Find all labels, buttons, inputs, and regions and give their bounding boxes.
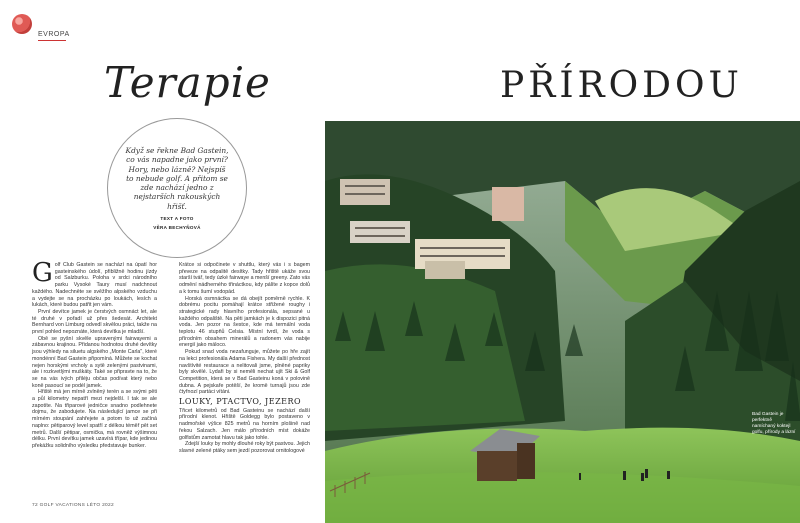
photo-caption: Bad Gastein je perfektně namíchaný koktejl golfu, přírody a lázní xyxy=(752,412,796,435)
page-footer: 72 GOLF VACATIONS LÉTO 2022 xyxy=(32,503,114,508)
paragraph: Hřiště má jen mírně zvlněný terén a se svými pěti a půl kilometry nepatří mezi nejdelší. I tak se ale zapotíte. Na třiparové jedničce snadno podlehnete dojmu, že zabodujete. Na následující jamce se při mírném stoupání zahřejete a potom to už začíná naplno: pětiparový level spatří z délkou téměř pět set metrů. Další pětipar, osmička, má rovněž výšimnou délku. První devítku jamek uzavírá třípar, kde jedinou překážku solidního výsledku představuje bunker. xyxy=(32,389,157,449)
drop-cap: G xyxy=(32,258,53,288)
paragraph: Pokud snad voda nezafunguje, můžete po hře zajít na lekci profesionála Adama Fishera. My další přednost navštívité restaurace a nelitovali jsme, plněné papriky byly skvělé. Lydaři by si neměli nechat ujít Ski & Golf Competition, která se v Bad Gasteinu koná v polovině dubna. A pejskaře potěší, že kromě turnajů jsou zde čtyřnozí partáci vítáni. xyxy=(179,349,310,396)
article-column-2 xyxy=(179,262,310,455)
intro-circle xyxy=(107,118,247,258)
intro-text: Když se řekne Bad Gastein, co vás napadne jako první? Hory, nebo lázně? Nejspíš to nebude golf. A přitom se zde nachází jedno z nejstarších rakouských hřišť. xyxy=(125,145,229,211)
credit-label: TEXT A FOTO xyxy=(160,216,194,222)
landscape-photo xyxy=(325,121,800,523)
section-label: EVROPA xyxy=(38,31,70,38)
paragraph: olf Club Gastein se nachází na úpatí hor gasteinského údolí, přibližně hodinu jízdy od Salzburku. Poloha v srdci národního parku Vysoké Taury musí nadchnout každého. Nadechněte se svěžího alpského vzduchu a vydejte se na procházku po loukách, lesích a lukách, které budou patřit jen vám. xyxy=(32,262,157,309)
headline-left: Terapie xyxy=(104,58,271,107)
paragraph: Horská osmnáctka se dá obejít poměrně rychle. K dobrému pocitu pomáhají krátce střižené roughy i strategické rady hlavního profesionála, sepsané u každého odpaliště. Na pěti jamkách je k dispozici pitná voda. Jen pozor na šestce, kde má termální voda teplotu 46 stupňů Celsia. Místní tvrdí, že voda s přírodním obsahem minerálů a radonem vás nabije energií jako máloco. xyxy=(179,295,310,349)
section-rule xyxy=(38,40,66,41)
paragraph: První devítce jamek je čerstvých osmnáct let, ale té druhé v pořadí už přes šedesát. Architekt Bernhard von Limburg odvedl skvělou práci, takže na první pohled nepoznáte, která devítka je mladší. xyxy=(32,308,157,336)
paragraph: Obě se pyšní skvěle upravenými fairwayemi a zábavnou krajinou. Přidanou hodnotou druhé devítky jsou výhledy na siluetu algského „Monte Carla", které mondénní Bad Gastein připomíná. Můžete se kochat nejen horskými vrcholy a sytě zelenými pastvinami, ale i rozkvetlými muškáty. Také se připravte na to, že se na vás ivých přiléju občas podívat který nebo koně pasoucí se podél jamek. xyxy=(32,335,157,389)
headline-right: PŘÍRODOU xyxy=(500,65,743,106)
paragraph: Zdejší louky by mohly dlouhé roky být pastvou. Jejich slavné zelené ptáky sem jezdí pozorovat ornitologové xyxy=(179,441,310,454)
magazine-logo-icon xyxy=(12,14,32,34)
article-column-1 xyxy=(32,258,157,450)
photo-illustration xyxy=(325,121,800,523)
paragraph: Třicet kilometrů od Bad Gasteinu se nachází další přírodní klenot. Hřiště Goldegg bylo postaveno v nadmořské výšce 825 metrů na horním plošině nad řekou Salzach. Jen málo přírodních míst dokáže golfistům zamotat hlavu tak jako tohle. xyxy=(179,407,310,441)
subheading: LOUKY, PTACTVO, JEZERO xyxy=(179,397,302,407)
author-name: VĚRA BECHYŇOVÁ xyxy=(153,225,201,231)
paragraph: Krátce si odpočinete v shuttlu, který vás i s bagem převeze na odpalitě desítky. Tady hřiště ukáže svou starší tvář, tedy úzké fairwaye a menší greeny. Zato vás odmění nádherného třináctkou, kdy pálíte z kopce dolů a k tomu šumí vodopád. xyxy=(179,262,310,295)
